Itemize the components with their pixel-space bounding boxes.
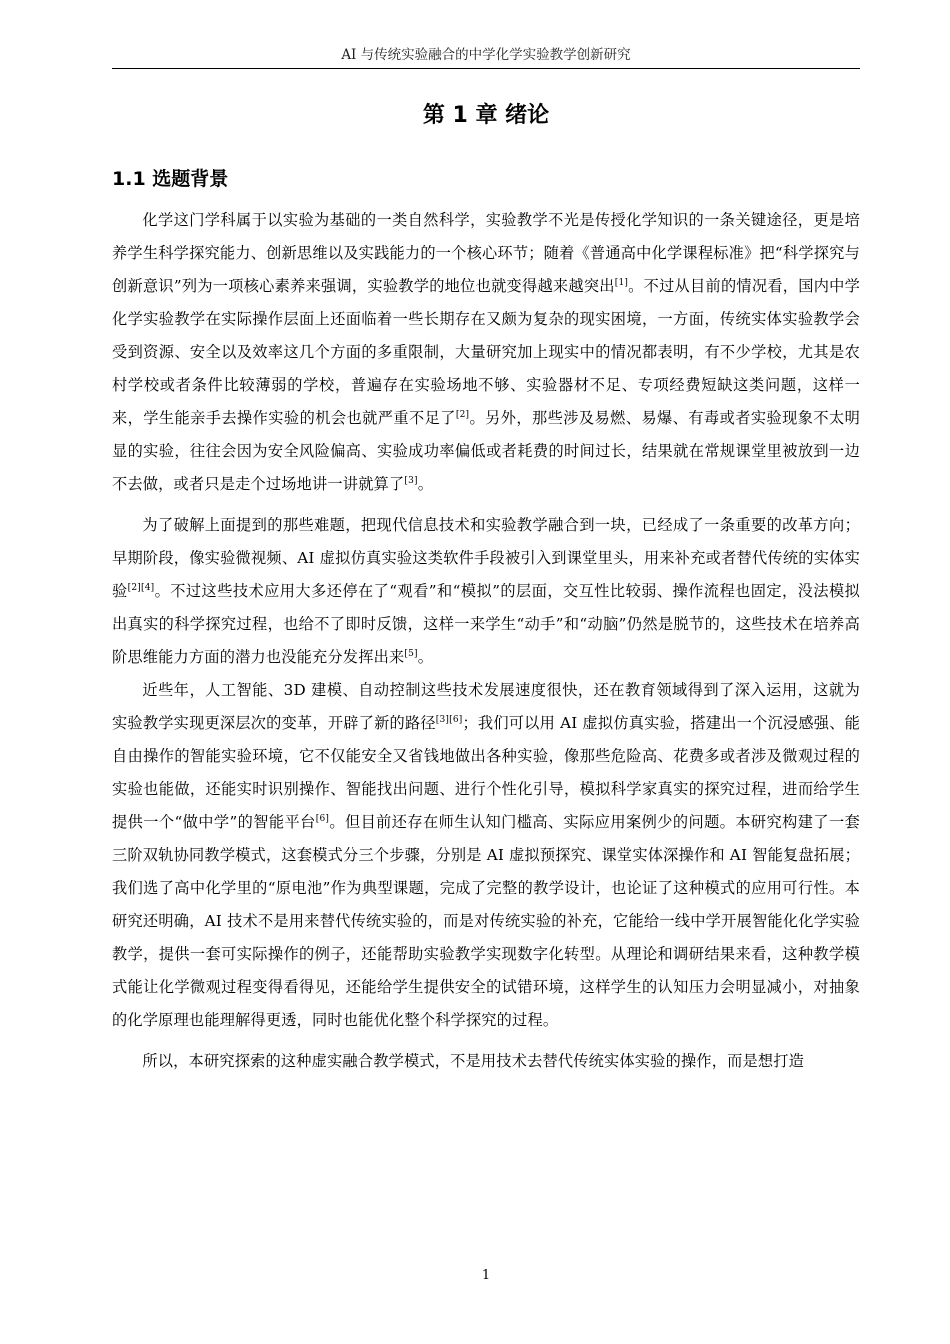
running-header: AI 与传统实验融合的中学化学实验教学创新研究 [341,47,631,63]
chapter-title: 第 1 章 绪论 [422,103,550,128]
paragraph-text: 。另外，那些涉及易燃、易爆、有毒或者实验现象不太明显的实验，往往会因为安全风险偏高、实验成功率偏低或者耗费的时间过长，结果就在常规课堂里被放到一边不去做，或者只是走个过场地讲一讲就算了 [112,409,860,493]
citation: [2][4] [127,582,155,593]
citation: [3][6] [435,714,463,725]
header-rule [112,68,860,69]
paragraph-text: 。不过这些技术应用大多还停在了“观看”和“模拟”的层面，交互性比较弱、操作流程也固定，没法模拟出真实的科学探究过程，也给不了即时反馈，这样一来学生“动手”和“动脑”仍然是脱节的，这些技术在培养高阶思维能力方面的潜力也没能充分发挥出来 [112,582,860,666]
body-text [112,204,860,1078]
paragraph-text: ；我们可以用 AI 虚拟仿真实验，搭建出一个沉浸感强、能自由操作的智能实验环境，它不仅能安全又省钱地做出各种实验，像那些危险高、花费多或者涉及微观过程的实验也能做，还能实时识别操作、智能找出问题、进行个性化引导，模拟科学家真实的探究过程，进而给学生提供一个“做中学”的智能平台 [112,714,860,831]
citation: [5] [404,648,418,659]
paragraph-text: 。 [417,648,434,666]
paragraph-text: 化学这门学科属于以实验为基础的一类自然科学，实验教学不光是传授化学知识的一条关键途径，更是培养学生科学探究能力、创新思维以及实践能力的一个核心环节；随着《普通高中化学课程标准》把“科学探究与创新意识”列为一项核心素养来强调，实验教学的地位也就变得越来越突出 [112,211,860,295]
page-number: 1 [481,1268,491,1283]
citation: [6] [315,813,330,824]
paragraph-1 [112,204,860,501]
paragraph-text: 。 [417,475,434,493]
citation: [1] [614,277,629,288]
paragraph-text: 。但目前还存在师生认知门槛高、实际应用案例少的问题。本研究构建了一套三阶双轨协同教学模式，这套模式分三个步骤，分别是 AI 虚拟预探究、课堂实体深操作和 AI 智能复盘拓展；我们选了高中化学里的“原电池”作为典型课题，完成了完整的教学设计，也论证了这种模式的应用可行性。本研究还明确，AI 技术不是用来替代传统实验的，而是对传统实验的补充，它能给一线中学开展智能化化学实验教学，提供一套可实际操作的例子，还能帮助实验教学实现数字化转型。从理论和调研结果来看，这种教学模式能让化学微观过程变得看得见，还能给学生提供安全的试错环境，这样学生的认知压力会明显减小，对抽象的化学原理也能理解得更透，同时也能优化整个科学探究的过程。 [112,813,860,1029]
paragraph-2 [112,509,860,674]
paragraph-text: 近些年，人工智能、3D 建模、自动控制这些技术发展速度很快，还在教育领域得到了深入运用，这就为实验教学实现更深层次的变革，开辟了新的路径 [112,681,860,732]
paragraph-4 [112,1045,860,1078]
paragraph-text: 为了破解上面提到的那些难题，把现代信息技术和实验教学融合到一块，已经成了一条重要的改革方向；早期阶段，像实验微视频、AI 虚拟仿真实验这类软件手段被引入到课堂里头，用来补充或者替代传统的实体实验 [112,516,860,600]
section-title: 1.1 选题背景 [112,168,229,190]
paragraph-3 [112,674,860,1037]
citation: [3] [404,475,418,486]
paragraph-text: 。不过从目前的情况看，国内中学化学实验教学在实际操作层面上还面临着一些长期存在又颇为复杂的现实困境，一方面，传统实体实验教学会受到资源、安全以及效率这几个方面的多重限制，大量研究加上现实中的情况都表明，有不少学校，尤其是农村学校或者条件比较薄弱的学校，普遍存在实验场地不够、实验器材不足、专项经费短缺这类问题，这样一来，学生能亲手去操作实验的机会也就严重不足了 [112,277,861,427]
citation: [2] [455,409,470,420]
paragraph-text: 所以，本研究探索的这种虚实融合教学模式，不是用技术去替代传统实体实验的操作，而是想打造 [142,1052,805,1070]
